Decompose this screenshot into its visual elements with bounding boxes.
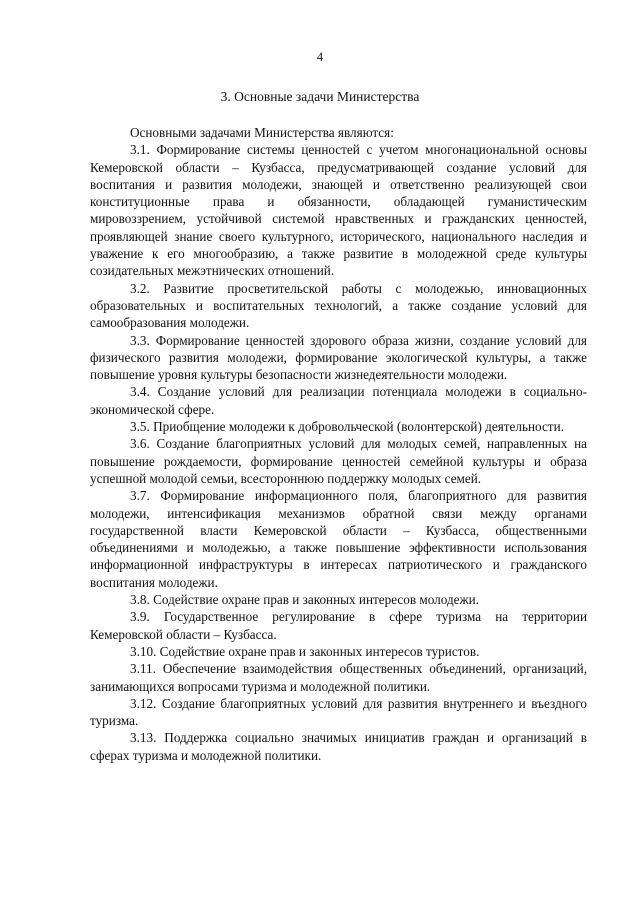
task-3-4: 3.4. Создание условий для реализации потенциала молодежи в социально-экономической сфере. xyxy=(90,384,587,417)
task-3-11: 3.11. Обеспечение взаимодействия общественных объединений, организаций, занимающихся вопросами туризма и молодежной политики. xyxy=(90,661,587,694)
task-3-3: 3.3. Формирование ценностей здорового образа жизни, создание условий для физического развития молодежи, формирование экологической культуры, а также повышение уровня культуры безопасности жизнедеятельности молодежи. xyxy=(90,332,587,383)
intro-paragraph: Основными задачами Министерства являются: xyxy=(130,125,394,140)
task-3-12: 3.12. Создание благоприятных условий для развития внутреннего и въездного туризма. xyxy=(90,695,587,729)
task-3-1: 3.1. Формирование системы ценностей с учетом многонациональной основы Кемеровской области – Кузбасса, предусматривающей создание условий для воспитания и развития молодежи, знающей и ответственно реализующей свои конституционные права и обязанности, обладающей гуманистическим мировоззрением, устойчивой системой нравственных и гражданских ценностей, проявляющей знание своего культурного, исторического, национального наследия и уважение к его многообразию, а также развитие в молодежной среде культуры созидательных межэтнических отношений. xyxy=(90,142,587,279)
document-body xyxy=(90,124,587,764)
task-3-6: 3.6. Создание благоприятных условий для молодых семей, направленных на повышение рождаемости, формирование ценностей семейной культуры и образа успешной молодой семьи, всестороннюю поддержку молодых семей. xyxy=(90,436,587,486)
page-number: 4 xyxy=(316,50,324,64)
task-3-7: 3.7. Формирование информационного поля, благоприятного для развития молодежи, интенсификация механизмов обратной связи между органами государственной власти Кемеровской области – Кузбасса, общественными объединениями и молодежью, а также повышение эффективности использования информационной инфраструктуры в интересах патриотического и гражданского воспитания молодежи. xyxy=(90,488,587,590)
task-3-8: 3.8. Содействие охране прав и законных интересов молодежи. xyxy=(130,592,479,608)
section-title: 3. Основные задачи Министерства xyxy=(220,89,420,104)
task-3-2: 3.2. Развитие просветительской работы с молодежью, инновационных образовательных и воспитательных технологий, а также создание условий для самообразования молодежи. xyxy=(90,280,587,331)
task-3-13: 3.13. Поддержка социально значимых инициатив граждан и организаций в сферах туризма и молодежной политики. xyxy=(90,730,587,763)
task-3-9: 3.9. Государственное регулирование в сфере туризма на территории Кемеровской области – Кузбасса. xyxy=(90,609,587,642)
task-3-5: 3.5. Приобщение молодежи к добровольческой (волонтерской) деятельности. xyxy=(130,419,564,435)
task-3-10: 3.10. Содействие охране прав и законных интересов туристов. xyxy=(130,643,480,659)
